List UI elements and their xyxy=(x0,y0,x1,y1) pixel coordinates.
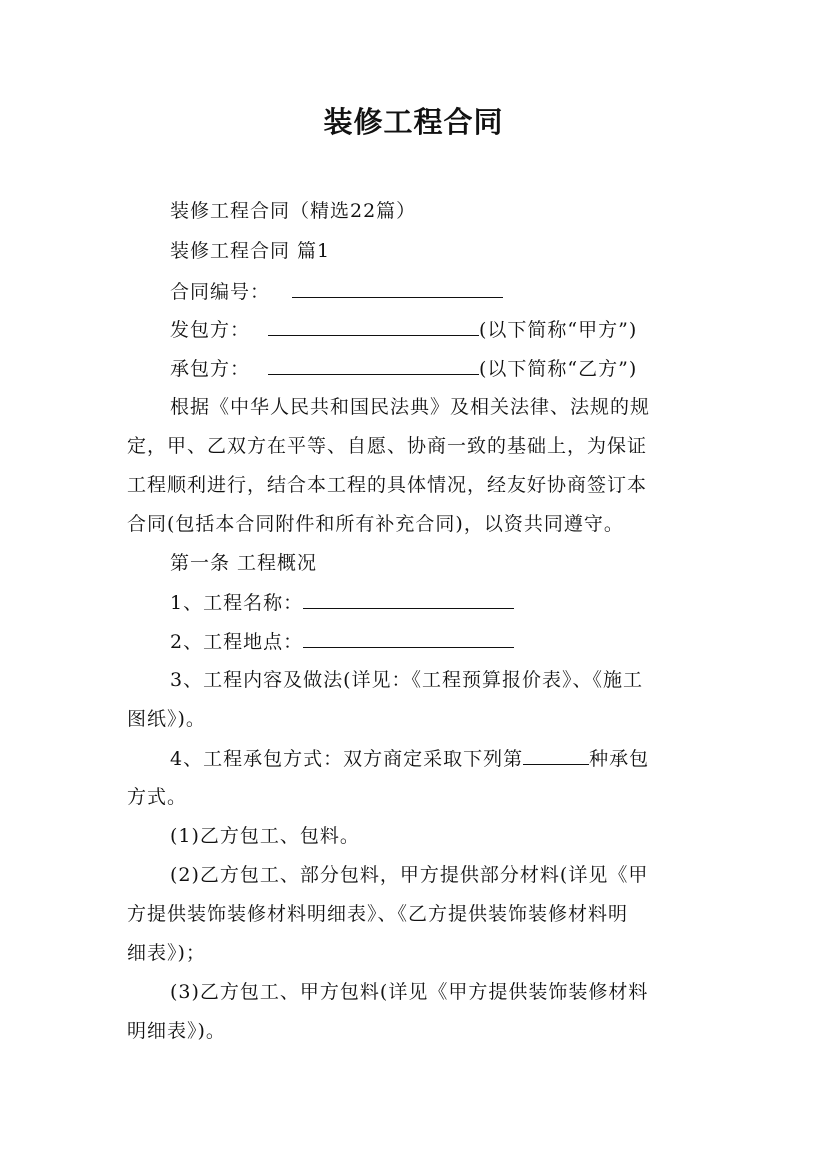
contract-method-suffix: 种承包 xyxy=(589,748,650,770)
contract-method-prefix: 4、工程承包方式：双方商定采取下列第 xyxy=(170,748,524,770)
option-line: (1)乙方包工、包料。 xyxy=(170,825,360,847)
option-line: 方提供装饰装修材料明细表》、《乙方提供装饰装修材料明 xyxy=(127,903,629,925)
option-line: 明细表》)。 xyxy=(127,1020,226,1042)
paragraph-line: 合同(包括本合同附件和所有补充合同)，以资共同遵守。 xyxy=(127,513,624,535)
option-line: 细表》)； xyxy=(127,942,206,964)
paragraph-line: 定，甲、乙双方在平等、自愿、协商一致的基础上，为保证 xyxy=(127,435,648,457)
party-b-blank xyxy=(268,355,479,375)
project-location-label: 2、工程地点： xyxy=(170,631,304,653)
option-line: (2)乙方包工、部分包料，甲方提供部分材料(详见《甲 xyxy=(170,864,649,886)
paragraph-line: 根据《中华人民共和国民法典》及相关法律、法规的规 xyxy=(170,396,651,418)
project-name-label: 1、工程名称： xyxy=(170,592,304,614)
article-heading: 第一条 工程概况 xyxy=(170,552,318,574)
paragraph-line: 图纸》)。 xyxy=(127,708,206,730)
project-location-line xyxy=(170,628,514,655)
contract-method-line xyxy=(170,745,649,772)
subtitle-line: 装修工程合同（精选22篇） xyxy=(170,200,417,222)
party-b-label: 承包方： xyxy=(170,358,251,380)
contract-number-line xyxy=(170,278,503,305)
paragraph-line: 3、工程内容及做法(详见：《工程预算报价表》、《施工 xyxy=(170,669,644,691)
contract-number-label: 合同编号： xyxy=(170,281,271,303)
section-heading: 装修工程合同 篇1 xyxy=(170,240,331,262)
party-a-blank xyxy=(268,316,479,336)
party-b-suffix: (以下简称“乙方”) xyxy=(479,358,638,380)
option-line: (3)乙方包工、甲方包料(详见《甲方提供装饰装修材料 xyxy=(170,981,649,1003)
project-name-blank xyxy=(303,589,514,609)
contract-number-blank xyxy=(292,278,503,298)
party-a-label: 发包方： xyxy=(170,319,251,341)
contract-method-blank xyxy=(523,745,589,765)
party-a-line xyxy=(170,316,637,343)
paragraph-line: 工程顺利进行，结合本工程的具体情况，经友好协商签订本 xyxy=(127,474,648,496)
document-title: 装修工程合同 xyxy=(323,105,504,139)
party-a-suffix: (以下简称“甲方”) xyxy=(479,319,638,341)
party-b-line xyxy=(170,355,637,382)
project-location-blank xyxy=(303,628,514,648)
project-name-line xyxy=(170,589,514,616)
paragraph-line: 方式。 xyxy=(127,786,188,808)
